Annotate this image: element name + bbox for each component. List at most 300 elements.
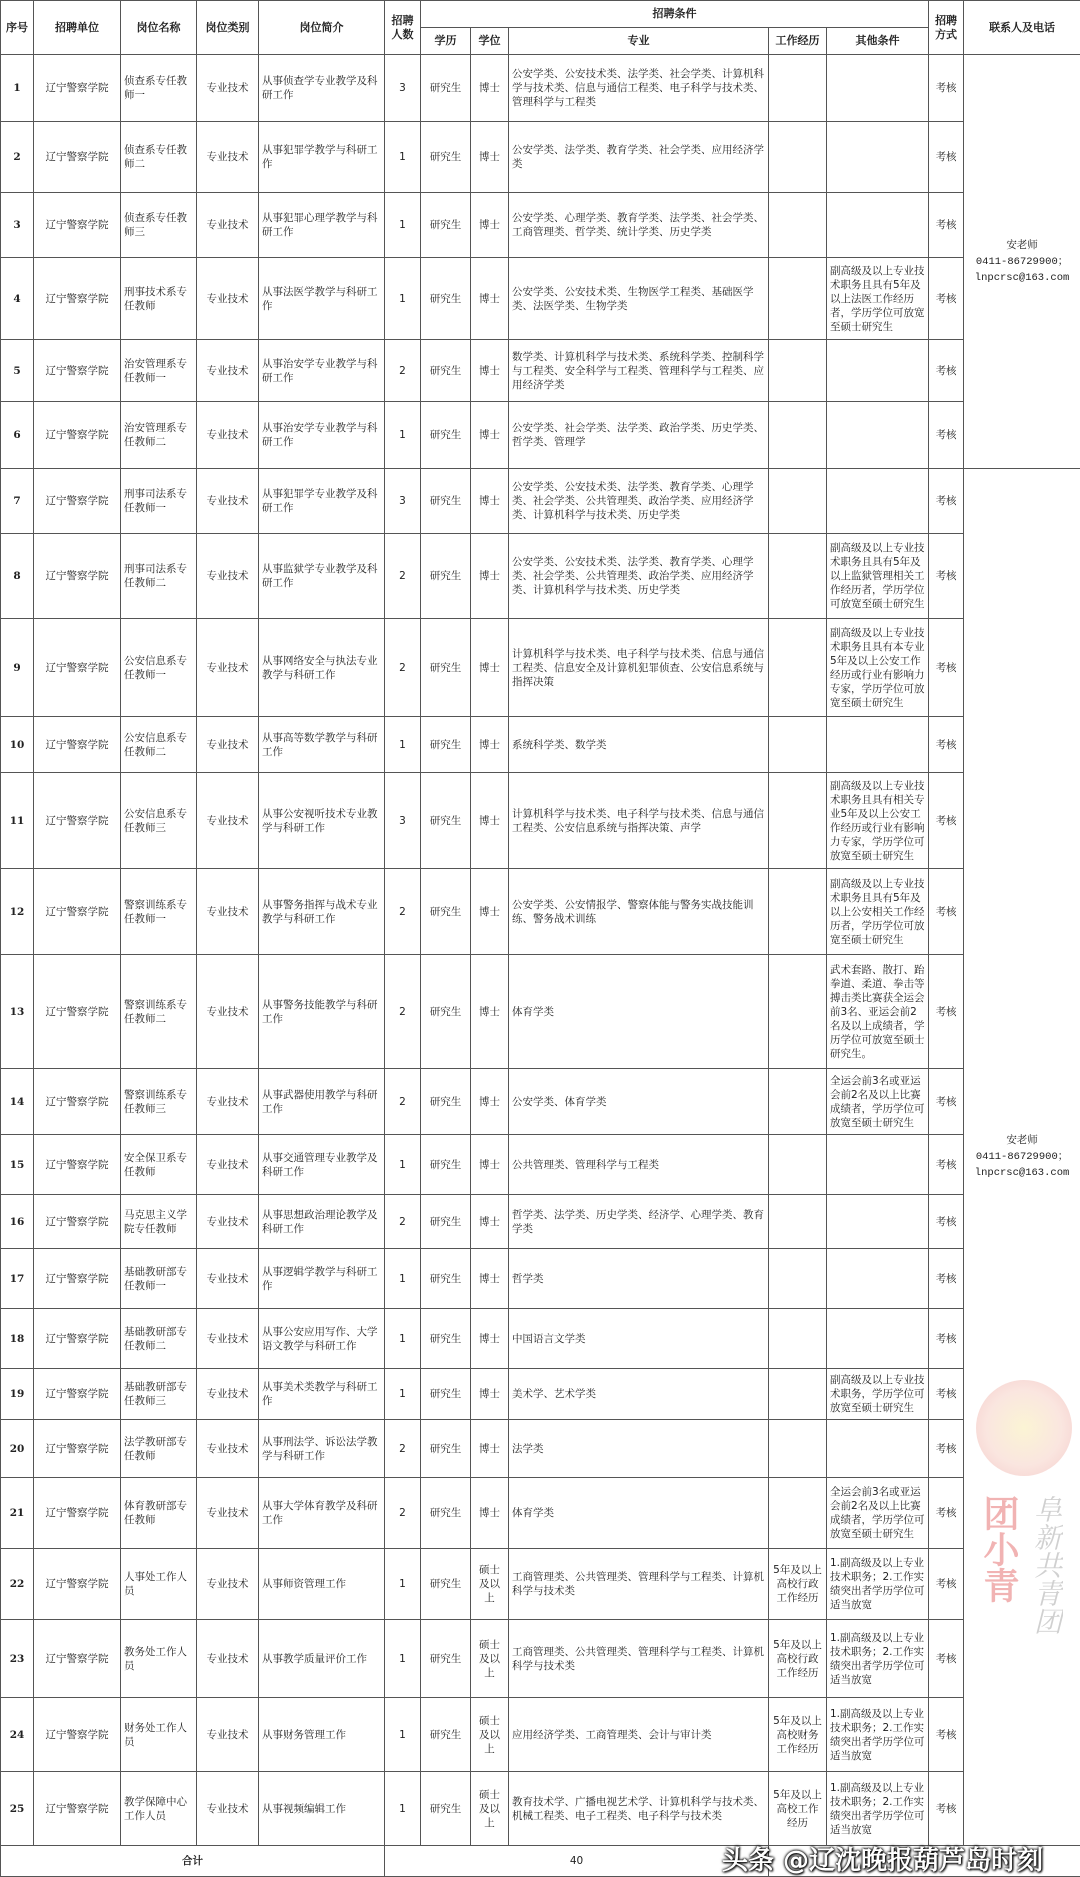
degree-cell: 硕士及以上 (471, 1772, 509, 1846)
row-number: 8 (1, 534, 34, 619)
major-cell: 公安学类、公安技术类、法学类、教育学类、心理学类、社会学类、公共管理类、政治学类、应用经济学类、计算机科学与技术类、历史学类 (509, 534, 769, 619)
post-type-cell: 专业技术 (197, 469, 259, 534)
post-name-cell: 警察训练系专任教师一 (121, 869, 197, 955)
education-cell: 研究生 (421, 619, 471, 717)
unit-cell: 辽宁警察学院 (34, 469, 121, 534)
education-cell: 研究生 (421, 1620, 471, 1698)
row-number: 10 (1, 717, 34, 773)
post-name-cell: 基础教研部专任教师三 (121, 1369, 197, 1420)
major-cell: 美术学、艺术学类 (509, 1369, 769, 1420)
major-cell: 计算机科学与技术类、电子科学与技术类、信息与通信工程类、公安信息系统与指挥决策、声学 (509, 773, 769, 869)
table-row (1, 1249, 1080, 1309)
unit-cell: 辽宁警察学院 (34, 1698, 121, 1772)
header-major: 专业 (509, 28, 769, 55)
header-method: 招聘方式 (929, 1, 964, 55)
post-desc-cell: 从事治安学专业教学与科研工作 (259, 402, 385, 469)
other-conditions-cell (827, 402, 929, 469)
post-type-cell: 专业技术 (197, 869, 259, 955)
other-conditions-cell: 1.副高级及以上专业技术职务；2.工作实绩突出者学历学位可适当放宽 (827, 1620, 929, 1698)
post-type-cell: 专业技术 (197, 619, 259, 717)
other-conditions-cell: 副高级及以上专业技术职务且具有本专业5年及以上公安工作经历或行业有影响力专家，学历学位可放宽至硕士研究生 (827, 619, 929, 717)
degree-cell: 硕士及以上 (471, 1620, 509, 1698)
header-count: 招聘人数 (385, 1, 421, 55)
method-cell: 考核 (929, 193, 964, 258)
count-cell: 1 (385, 193, 421, 258)
count-cell: 1 (385, 717, 421, 773)
education-cell: 研究生 (421, 773, 471, 869)
post-type-cell: 专业技术 (197, 340, 259, 402)
header-contact: 联系人及电话 (964, 1, 1080, 55)
count-cell: 2 (385, 955, 421, 1069)
degree-cell: 博士 (471, 193, 509, 258)
method-cell: 考核 (929, 1549, 964, 1620)
table-row (1, 1620, 1080, 1698)
unit-cell: 辽宁警察学院 (34, 1195, 121, 1249)
post-type-cell: 专业技术 (197, 1698, 259, 1772)
experience-cell (769, 1309, 827, 1369)
degree-cell: 博士 (471, 1309, 509, 1369)
post-desc-cell: 从事侦查学专业教学及科研工作 (259, 55, 385, 122)
post-type-cell: 专业技术 (197, 717, 259, 773)
post-name-cell: 教务处工作人员 (121, 1620, 197, 1698)
post-desc-cell: 从事法医学教学与科研工作 (259, 258, 385, 340)
contact-email: lnpcrsc@163.com (967, 1165, 1077, 1181)
count-cell: 1 (385, 1549, 421, 1620)
other-conditions-cell: 1.副高级及以上专业技术职务；2.工作实绩突出者学历学位可适当放宽 (827, 1772, 929, 1846)
table-row (1, 1369, 1080, 1420)
row-number: 16 (1, 1195, 34, 1249)
count-cell: 1 (385, 1620, 421, 1698)
degree-cell: 博士 (471, 534, 509, 619)
major-cell: 公安学类、公安情报学、警察体能与警务实战技能训练、警务战术训练 (509, 869, 769, 955)
degree-cell: 博士 (471, 955, 509, 1069)
post-name-cell: 警察训练系专任教师二 (121, 955, 197, 1069)
row-number: 9 (1, 619, 34, 717)
other-conditions-cell: 副高级及以上专业技术职务且具有相关专业5年及以上公安工作经历或行业有影响力专家，学历学位可放宽至硕士研究生 (827, 773, 929, 869)
header-no: 序号 (1, 1, 34, 55)
row-number: 25 (1, 1772, 34, 1846)
other-conditions-cell (827, 193, 929, 258)
unit-cell: 辽宁警察学院 (34, 193, 121, 258)
count-cell: 2 (385, 619, 421, 717)
post-name-cell: 侦查系专任教师二 (121, 122, 197, 193)
post-name-cell: 财务处工作人员 (121, 1698, 197, 1772)
education-cell: 研究生 (421, 402, 471, 469)
post-name-cell: 警察训练系专任教师三 (121, 1069, 197, 1135)
major-cell: 哲学类、法学类、历史学类、经济学、心理学类、教育学类 (509, 1195, 769, 1249)
post-desc-cell: 从事师资管理工作 (259, 1549, 385, 1620)
education-cell: 研究生 (421, 1249, 471, 1309)
unit-cell: 辽宁警察学院 (34, 1135, 121, 1195)
row-number: 20 (1, 1420, 34, 1478)
post-type-cell: 专业技术 (197, 1369, 259, 1420)
experience-cell: 5年及以上高校财务工作经历 (769, 1698, 827, 1772)
experience-cell (769, 1420, 827, 1478)
unit-cell: 辽宁警察学院 (34, 1249, 121, 1309)
unit-cell: 辽宁警察学院 (34, 1369, 121, 1420)
post-name-cell: 教学保障中心工作人员 (121, 1772, 197, 1846)
post-name-cell: 侦查系专任教师三 (121, 193, 197, 258)
count-cell: 3 (385, 469, 421, 534)
post-desc-cell: 从事犯罪学专业教学及科研工作 (259, 469, 385, 534)
experience-cell (769, 1069, 827, 1135)
method-cell: 考核 (929, 1478, 964, 1549)
degree-cell: 博士 (471, 1135, 509, 1195)
row-number: 7 (1, 469, 34, 534)
count-cell: 2 (385, 1478, 421, 1549)
unit-cell: 辽宁警察学院 (34, 1772, 121, 1846)
contact-name: 安老师 (967, 238, 1077, 254)
post-type-cell: 专业技术 (197, 258, 259, 340)
post-desc-cell: 从事逻辑学教学与科研工作 (259, 1249, 385, 1309)
experience-cell (769, 534, 827, 619)
method-cell: 考核 (929, 122, 964, 193)
post-type-cell: 专业技术 (197, 534, 259, 619)
table-body (1, 55, 1080, 1877)
row-number: 23 (1, 1620, 34, 1698)
experience-cell (769, 122, 827, 193)
method-cell: 考核 (929, 402, 964, 469)
header-education: 学历 (421, 28, 471, 55)
degree-cell: 博士 (471, 619, 509, 717)
header-unit: 招聘单位 (34, 1, 121, 55)
education-cell: 研究生 (421, 717, 471, 773)
method-cell: 考核 (929, 1772, 964, 1846)
post-name-cell: 治安管理系专任教师二 (121, 402, 197, 469)
count-cell: 3 (385, 55, 421, 122)
education-cell: 研究生 (421, 1772, 471, 1846)
other-conditions-cell (827, 717, 929, 773)
row-number: 24 (1, 1698, 34, 1772)
table-row (1, 1309, 1080, 1369)
unit-cell: 辽宁警察学院 (34, 1549, 121, 1620)
education-cell: 研究生 (421, 55, 471, 122)
education-cell: 研究生 (421, 1549, 471, 1620)
major-cell: 公安学类、公安技术类、生物医学工程类、基础医学类、法医学类、生物学类 (509, 258, 769, 340)
major-cell: 公安学类、体育学类 (509, 1069, 769, 1135)
education-cell: 研究生 (421, 469, 471, 534)
unit-cell: 辽宁警察学院 (34, 402, 121, 469)
method-cell: 考核 (929, 773, 964, 869)
other-conditions-cell (827, 1135, 929, 1195)
other-conditions-cell: 副高级及以上专业技术职务且具有5年及以上监狱管理相关工作经历者，学历学位可放宽至硕士研究生 (827, 534, 929, 619)
degree-cell: 博士 (471, 1420, 509, 1478)
other-conditions-cell: 副高级及以上专业技术职务且具有5年及以上法医工作经历者，学历学位可放宽至硕士研究生 (827, 258, 929, 340)
count-cell: 1 (385, 1772, 421, 1846)
table-row (1, 340, 1080, 402)
post-desc-cell: 从事大学体育教学及科研工作 (259, 1478, 385, 1549)
unit-cell: 辽宁警察学院 (34, 340, 121, 402)
degree-cell: 博士 (471, 402, 509, 469)
major-cell: 应用经济学类、工商管理类、会计与审计类 (509, 1698, 769, 1772)
post-desc-cell: 从事犯罪学教学与科研工作 (259, 122, 385, 193)
row-number: 6 (1, 402, 34, 469)
method-cell: 考核 (929, 1309, 964, 1369)
post-type-cell: 专业技术 (197, 955, 259, 1069)
method-cell: 考核 (929, 955, 964, 1069)
unit-cell: 辽宁警察学院 (34, 869, 121, 955)
experience-cell: 5年及以上高校工作经历 (769, 1772, 827, 1846)
row-number: 1 (1, 55, 34, 122)
table-row (1, 773, 1080, 869)
experience-cell (769, 1135, 827, 1195)
experience-cell (769, 193, 827, 258)
other-conditions-cell (827, 340, 929, 402)
major-cell: 教育技术学、广播电视艺术学、计算机科学与技术类、机械工程类、电子工程类、电子科学与技术类 (509, 1772, 769, 1846)
major-cell: 公安学类、社会学类、法学类、政治学类、历史学类、哲学类、管理学 (509, 402, 769, 469)
row-number: 4 (1, 258, 34, 340)
post-desc-cell: 从事网络安全与执法专业教学与科研工作 (259, 619, 385, 717)
experience-cell (769, 469, 827, 534)
table-row (1, 1195, 1080, 1249)
post-type-cell: 专业技术 (197, 55, 259, 122)
degree-cell: 博士 (471, 469, 509, 534)
degree-cell: 博士 (471, 1195, 509, 1249)
unit-cell: 辽宁警察学院 (34, 1478, 121, 1549)
education-cell: 研究生 (421, 258, 471, 340)
method-cell: 考核 (929, 1420, 964, 1478)
other-conditions-cell (827, 122, 929, 193)
post-name-cell: 公安信息系专任教师二 (121, 717, 197, 773)
table-row (1, 1698, 1080, 1772)
method-cell: 考核 (929, 717, 964, 773)
experience-cell (769, 869, 827, 955)
experience-cell (769, 258, 827, 340)
post-name-cell: 马克思主义学院专任教师 (121, 1195, 197, 1249)
degree-cell: 博士 (471, 122, 509, 193)
header-post-name: 岗位名称 (121, 1, 197, 55)
method-cell: 考核 (929, 469, 964, 534)
post-name-cell: 基础教研部专任教师二 (121, 1309, 197, 1369)
education-cell: 研究生 (421, 1309, 471, 1369)
post-desc-cell: 从事公安视听技术专业教学与科研工作 (259, 773, 385, 869)
post-type-cell: 专业技术 (197, 1309, 259, 1369)
post-type-cell: 专业技术 (197, 402, 259, 469)
row-number: 22 (1, 1549, 34, 1620)
method-cell: 考核 (929, 258, 964, 340)
education-cell: 研究生 (421, 955, 471, 1069)
post-name-cell: 法学教研部专任教师 (121, 1420, 197, 1478)
total-value: 40 (385, 1846, 769, 1877)
other-conditions-cell: 副高级及以上专业技术职务，学历学位可放宽至硕士研究生 (827, 1369, 929, 1420)
education-cell: 研究生 (421, 1420, 471, 1478)
post-name-cell: 刑事技术系专任教师 (121, 258, 197, 340)
major-cell: 系统科学类、数学类 (509, 717, 769, 773)
unit-cell: 辽宁警察学院 (34, 619, 121, 717)
table-row (1, 1069, 1080, 1135)
post-desc-cell: 从事美术类教学与科研工作 (259, 1369, 385, 1420)
unit-cell: 辽宁警察学院 (34, 122, 121, 193)
post-desc-cell: 从事警务指挥与战术专业教学与科研工作 (259, 869, 385, 955)
major-cell: 公安学类、法学类、教育学类、社会学类、应用经济学类 (509, 122, 769, 193)
post-desc-cell: 从事交通管理专业教学及科研工作 (259, 1135, 385, 1195)
method-cell: 考核 (929, 534, 964, 619)
contact-name: 安老师 (967, 1133, 1077, 1149)
post-type-cell: 专业技术 (197, 1620, 259, 1698)
experience-cell (769, 1369, 827, 1420)
major-cell: 公安学类、心理学类、教育学类、法学类、社会学类、工商管理类、哲学类、统计学类、历史学类 (509, 193, 769, 258)
method-cell: 考核 (929, 1698, 964, 1772)
method-cell: 考核 (929, 619, 964, 717)
degree-cell: 博士 (471, 55, 509, 122)
degree-cell: 博士 (471, 869, 509, 955)
row-number: 3 (1, 193, 34, 258)
row-number: 19 (1, 1369, 34, 1420)
post-type-cell: 专业技术 (197, 773, 259, 869)
method-cell: 考核 (929, 869, 964, 955)
experience-cell (769, 1195, 827, 1249)
watermark-logo-text: 团小青 (978, 1495, 1018, 1603)
post-desc-cell: 从事教学质量评价工作 (259, 1620, 385, 1698)
post-name-cell: 治安管理系专任教师一 (121, 340, 197, 402)
unit-cell: 辽宁警察学院 (34, 773, 121, 869)
table-row (1, 1420, 1080, 1478)
other-conditions-cell: 全运会前3名或亚运会前2名及以上比赛成绩者，学历学位可放宽至硕士研究生 (827, 1069, 929, 1135)
post-desc-cell: 从事刑法学、诉讼法学教学与科研工作 (259, 1420, 385, 1478)
post-name-cell: 体育教研部专任教师 (121, 1478, 197, 1549)
post-name-cell: 刑事司法系专任教师二 (121, 534, 197, 619)
major-cell: 数学类、计算机科学与技术类、系统科学类、控制科学与工程类、安全科学与工程类、管理科学与工程类、应用经济学类 (509, 340, 769, 402)
other-conditions-cell: 1.副高级及以上专业技术职务；2.工作实绩突出者学历学位可适当放宽 (827, 1698, 929, 1772)
watermark-logo-icon (976, 1380, 1072, 1476)
table-row (1, 869, 1080, 955)
post-type-cell: 专业技术 (197, 193, 259, 258)
count-cell: 2 (385, 869, 421, 955)
header-conditions: 招聘条件 (421, 1, 929, 28)
header-post-type: 岗位类别 (197, 1, 259, 55)
other-conditions-cell (827, 1195, 929, 1249)
count-cell: 1 (385, 258, 421, 340)
experience-cell (769, 773, 827, 869)
table-row (1, 955, 1080, 1069)
experience-cell: 5年及以上高校行政工作经历 (769, 1549, 827, 1620)
education-cell: 研究生 (421, 193, 471, 258)
post-type-cell: 专业技术 (197, 122, 259, 193)
row-number: 18 (1, 1309, 34, 1369)
table-row (1, 193, 1080, 258)
degree-cell: 博士 (471, 717, 509, 773)
post-name-cell: 公安信息系专任教师三 (121, 773, 197, 869)
table-row (1, 122, 1080, 193)
source-watermark: 头条 @辽沈晚报葫芦岛时刻 (722, 1846, 1043, 1876)
degree-cell: 博士 (471, 1069, 509, 1135)
table-row (1, 534, 1080, 619)
table-row (1, 258, 1080, 340)
contact-cell (964, 55, 1080, 469)
major-cell: 计算机科学与技术类、电子科学与技术类、信息与通信工程类、信息安全及计算机犯罪侦查、公安信息系统与指挥决策 (509, 619, 769, 717)
other-conditions-cell (827, 55, 929, 122)
total-label: 合计 (1, 1846, 385, 1877)
unit-cell: 辽宁警察学院 (34, 1620, 121, 1698)
post-desc-cell: 从事警务技能教学与科研工作 (259, 955, 385, 1069)
unit-cell: 辽宁警察学院 (34, 1309, 121, 1369)
method-cell: 考核 (929, 1195, 964, 1249)
experience-cell (769, 340, 827, 402)
post-desc-cell: 从事视频编辑工作 (259, 1772, 385, 1846)
unit-cell: 辽宁警察学院 (34, 1420, 121, 1478)
row-number: 2 (1, 122, 34, 193)
method-cell: 考核 (929, 1069, 964, 1135)
row-number: 11 (1, 773, 34, 869)
watermark-logo-subtext: 阜新共青团 (1030, 1495, 1062, 1635)
count-cell: 1 (385, 1698, 421, 1772)
method-cell: 考核 (929, 1249, 964, 1309)
header-post-desc: 岗位简介 (259, 1, 385, 55)
degree-cell: 博士 (471, 258, 509, 340)
post-type-cell: 专业技术 (197, 1478, 259, 1549)
experience-cell (769, 717, 827, 773)
major-cell: 哲学类 (509, 1249, 769, 1309)
education-cell: 研究生 (421, 1369, 471, 1420)
experience-cell (769, 1249, 827, 1309)
experience-cell (769, 402, 827, 469)
count-cell: 2 (385, 1195, 421, 1249)
degree-cell: 博士 (471, 1369, 509, 1420)
major-cell: 公安学类、公安技术类、法学类、社会学类、计算机科学与技术类、信息与通信工程类、电子科学与技术类、管理科学与工程类 (509, 55, 769, 122)
experience-cell (769, 55, 827, 122)
major-cell: 法学类 (509, 1420, 769, 1478)
degree-cell: 博士 (471, 1249, 509, 1309)
post-type-cell: 专业技术 (197, 1549, 259, 1620)
education-cell: 研究生 (421, 1135, 471, 1195)
unit-cell: 辽宁警察学院 (34, 258, 121, 340)
method-cell: 考核 (929, 1369, 964, 1420)
unit-cell: 辽宁警察学院 (34, 534, 121, 619)
post-name-cell: 安全保卫系专任教师 (121, 1135, 197, 1195)
contact-cell (964, 469, 1080, 1846)
table-row (1, 1478, 1080, 1549)
post-type-cell: 专业技术 (197, 1195, 259, 1249)
unit-cell: 辽宁警察学院 (34, 55, 121, 122)
post-type-cell: 专业技术 (197, 1135, 259, 1195)
post-type-cell: 专业技术 (197, 1249, 259, 1309)
count-cell: 1 (385, 122, 421, 193)
table-row (1, 619, 1080, 717)
row-number: 13 (1, 955, 34, 1069)
other-conditions-cell (827, 1249, 929, 1309)
experience-cell (769, 1478, 827, 1549)
experience-cell (769, 955, 827, 1069)
degree-cell: 博士 (471, 1478, 509, 1549)
major-cell: 体育学类 (509, 1478, 769, 1549)
post-name-cell: 基础教研部专任教师一 (121, 1249, 197, 1309)
post-desc-cell: 从事犯罪心理学教学与科研工作 (259, 193, 385, 258)
header-degree: 学位 (471, 28, 509, 55)
education-cell: 研究生 (421, 1698, 471, 1772)
major-cell: 工商管理类、公共管理类、管理科学与工程类、计算机科学与技术类 (509, 1620, 769, 1698)
post-desc-cell: 从事治安学专业教学与科研工作 (259, 340, 385, 402)
count-cell: 1 (385, 1249, 421, 1309)
post-desc-cell: 从事公安应用写作、大学语文教学与科研工作 (259, 1309, 385, 1369)
row-number: 15 (1, 1135, 34, 1195)
row-number: 17 (1, 1249, 34, 1309)
major-cell: 工商管理类、公共管理类、管理科学与工程类、计算机科学与技术类 (509, 1549, 769, 1620)
post-desc-cell: 从事武器使用教学与科研工作 (259, 1069, 385, 1135)
table-row (1, 55, 1080, 122)
post-type-cell: 专业技术 (197, 1069, 259, 1135)
post-name-cell: 公安信息系专任教师一 (121, 619, 197, 717)
count-cell: 2 (385, 534, 421, 619)
post-desc-cell: 从事高等数学教学与科研工作 (259, 717, 385, 773)
count-cell: 1 (385, 1309, 421, 1369)
education-cell: 研究生 (421, 869, 471, 955)
education-cell: 研究生 (421, 1478, 471, 1549)
table-row (1, 717, 1080, 773)
other-conditions-cell: 副高级及以上专业技术职务且具有5年及以上公安相关工作经历者，学历学位可放宽至硕士研究生 (827, 869, 929, 955)
count-cell: 1 (385, 1369, 421, 1420)
unit-cell: 辽宁警察学院 (34, 955, 121, 1069)
other-conditions-cell (827, 1420, 929, 1478)
